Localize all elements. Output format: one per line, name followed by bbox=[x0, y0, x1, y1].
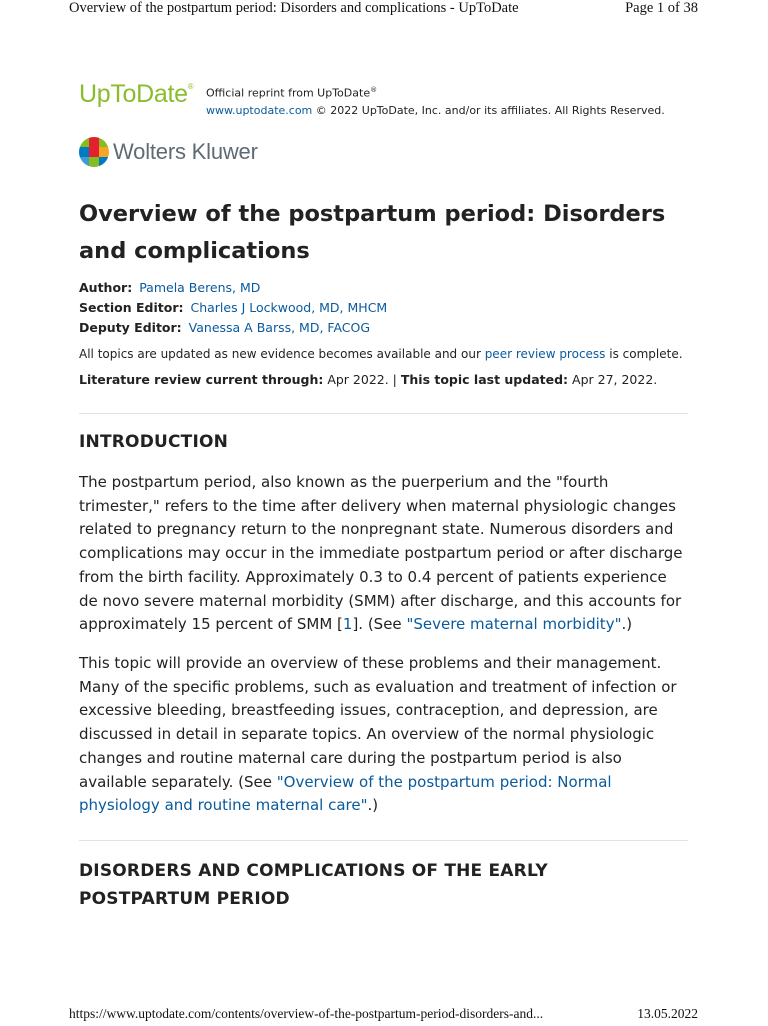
normal-physiology-topic-link[interactable]: "Overview of the postpartum period: Normal physiology and routine maternal care" bbox=[79, 772, 612, 815]
print-footer bbox=[69, 1006, 698, 1026]
lit-review-value: Apr 2022. | bbox=[323, 372, 401, 387]
uptodate-logo[interactable] bbox=[79, 80, 193, 109]
wolters-kluwer-mosaic-icon bbox=[79, 137, 109, 167]
divider bbox=[79, 413, 688, 414]
article-title: Overview of the postpartum period: Disorders and complications bbox=[79, 201, 666, 264]
reference-1-link[interactable]: 1 bbox=[342, 615, 353, 634]
severe-maternal-morbidity-link[interactable]: "Severe maternal morbidity" bbox=[406, 615, 622, 634]
uptodate-logo-reg: ® bbox=[187, 82, 194, 91]
deputy-editor-link[interactable]: Vanessa A Barss, MD, FACOG bbox=[188, 320, 371, 335]
disorders-heading: DISORDERS AND COMPLICATIONS OF THE EARLY POSTPARTUM PERIOD bbox=[79, 861, 548, 909]
wolters-kluwer-wordmark: Wolters Kluwer bbox=[113, 139, 258, 164]
section-editor-label: Section Editor: bbox=[79, 300, 184, 315]
wolters-kluwer-logo bbox=[79, 136, 258, 168]
intro-paragraph-2: This topic will provide an overview of these problems and their management. Many of the specific problems, such as evaluation and treatment of infection or excessive bleeding, breastfeeding issues, contraception, and depression, are discussed in detail in separate topics. An overview of the normal physiologic changes and routine maternal care during the postpartum period is also available separately. (See "Overview of the postpartum period: Normal physiology and routine maternal care".) bbox=[79, 654, 677, 815]
uptodate-logo-text: UpToDate bbox=[79, 80, 188, 108]
print-page-number: Page 1 of 38 bbox=[625, 0, 698, 16]
section-editor-link[interactable]: Charles J Lockwood, MD, MHCM bbox=[190, 300, 388, 315]
lit-review-label: Literature review current through: bbox=[79, 372, 324, 387]
deputy-editor-label: Deputy Editor: bbox=[79, 320, 182, 335]
brand-bar bbox=[79, 80, 689, 120]
print-header-title: Overview of the postpartum period: Disorders and complications - UpToDate bbox=[69, 0, 519, 16]
copyright-text: © 2022 UpToDate, Inc. and/or its affiliates. All Rights Reserved. bbox=[312, 103, 665, 117]
last-updated-value: Apr 27, 2022. bbox=[568, 372, 658, 387]
author-link[interactable]: Pamela Berens, MD bbox=[139, 280, 261, 295]
article-credits bbox=[79, 278, 387, 338]
introduction-heading: INTRODUCTION bbox=[79, 432, 229, 452]
reprint-notice bbox=[206, 82, 665, 119]
reprint-line: Official reprint from UpToDate bbox=[206, 86, 371, 100]
intro-paragraph-1: The postpartum period, also known as the puerperium and the "fourth trimester," refers to the time after delivery when maternal physiologic changes related to pregnancy return to the nonpregnant state. Numerous disorders and complications may occur in the immediate postpartum period or after discharge from the birth facility. Approximately 0.3 to 0.4 percent of patients experience de novo severe maternal morbidity (SMM) after discharge, and this accounts for approximately 15 percent of SMM [1]. (See "Severe maternal morbidity".) bbox=[79, 473, 683, 634]
print-footer-date: 13.05.2022 bbox=[637, 1006, 698, 1021]
peer-review-link[interactable]: peer review process bbox=[484, 347, 606, 361]
reprint-reg: ® bbox=[370, 86, 378, 94]
author-label: Author: bbox=[79, 280, 133, 295]
print-header bbox=[69, 0, 698, 20]
uptodate-site-link[interactable]: www.uptodate.com bbox=[206, 103, 313, 117]
print-footer-url: https://www.uptodate.com/contents/overview-of-the-postpartum-period-disorders-and... bbox=[69, 1006, 544, 1021]
last-updated-label: This topic last updated: bbox=[400, 372, 569, 387]
update-notice: All topics are updated as new evidence becomes available and our peer review process is complete. bbox=[79, 347, 683, 361]
review-dates bbox=[79, 371, 657, 389]
divider bbox=[79, 840, 688, 841]
